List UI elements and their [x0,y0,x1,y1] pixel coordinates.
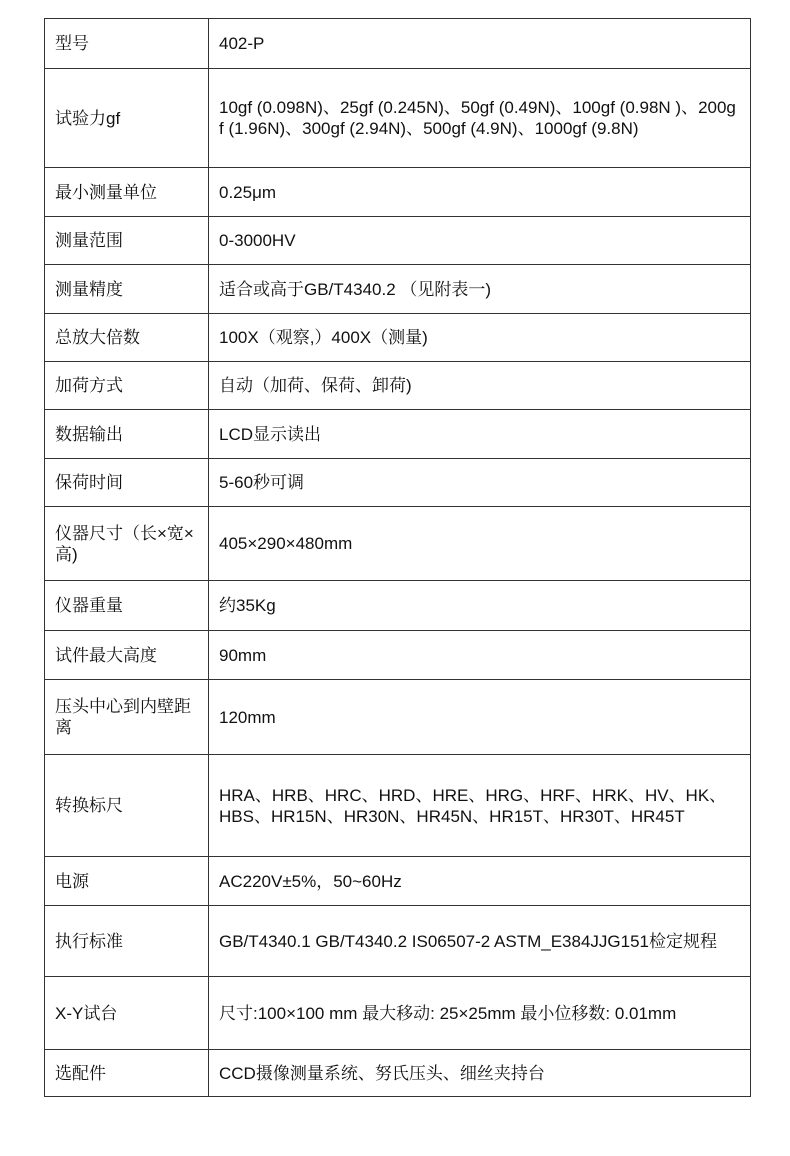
table-row [45,857,751,906]
spec-value: 405×290×480mm [209,507,751,581]
spec-label: 仪器重量 [45,581,209,631]
spec-value: 402-P [209,19,751,69]
spec-value: 10gf (0.098N)、25gf (0.245N)、50gf (0.49N)、100gf (0.98N )、200gf (1.96N)、300gf (2.94N)、500gf (4.9N)、1000gf (9.8N) [209,69,751,168]
table-row [45,507,751,581]
table-row [45,755,751,857]
spec-value: LCD显示读出 [209,410,751,459]
table-row [45,680,751,755]
spec-label: 试件最大高度 [45,631,209,680]
table-row [45,581,751,631]
spec-label: 测量范围 [45,217,209,265]
spec-value: 自动（加荷、保荷、卸荷) [209,362,751,410]
table-row [45,459,751,507]
table-row [45,19,751,69]
table-row [45,631,751,680]
table-row [45,314,751,362]
spec-label: 试验力gf [45,69,209,168]
spec-label: 仪器尺寸（长×宽×高) [45,507,209,581]
spec-label: 测量精度 [45,265,209,314]
table-row [45,168,751,217]
spec-value: 约35Kg [209,581,751,631]
spec-label: 保荷时间 [45,459,209,507]
spec-label: 转换标尺 [45,755,209,857]
spec-value: 尺寸:100×100 mm 最大移动: 25×25mm 最小位移数: 0.01mm [209,977,751,1050]
spec-value: 120mm [209,680,751,755]
spec-value: AC220V±5%，50~60Hz [209,857,751,906]
spec-label: 电源 [45,857,209,906]
spec-label: 数据输出 [45,410,209,459]
spec-value: 100X（观察,）400X（测量) [209,314,751,362]
spec-label: 压头中心到内壁距离 [45,680,209,755]
spec-label: 加荷方式 [45,362,209,410]
spec-table [44,18,751,1097]
spec-value: 90mm [209,631,751,680]
spec-value: CCD摄像测量系统、努氏压头、细丝夹持台 [209,1050,751,1097]
spec-label: 执行标准 [45,906,209,977]
table-row [45,410,751,459]
spec-label: X-Y试台 [45,977,209,1050]
spec-label: 总放大倍数 [45,314,209,362]
spec-label: 最小测量单位 [45,168,209,217]
table-row [45,977,751,1050]
spec-value: 5-60秒可调 [209,459,751,507]
table-row [45,217,751,265]
spec-value: 0.25μm [209,168,751,217]
spec-value: HRA、HRB、HRC、HRD、HRE、HRG、HRF、HRK、HV、HK、HBS、HR15N、HR30N、HR45N、HR15T、HR30T、HR45T [209,755,751,857]
spec-table-body [45,19,751,1097]
table-row [45,265,751,314]
spec-label: 型号 [45,19,209,69]
spec-value: 0-3000HV [209,217,751,265]
table-row [45,1050,751,1097]
table-row [45,69,751,168]
table-row [45,906,751,977]
spec-value: GB/T4340.1 GB/T4340.2 IS06507-2 ASTM_E384JJG151检定规程 [209,906,751,977]
spec-value: 适合或高于GB/T4340.2 （见附表一) [209,265,751,314]
spec-label: 选配件 [45,1050,209,1097]
table-row [45,362,751,410]
